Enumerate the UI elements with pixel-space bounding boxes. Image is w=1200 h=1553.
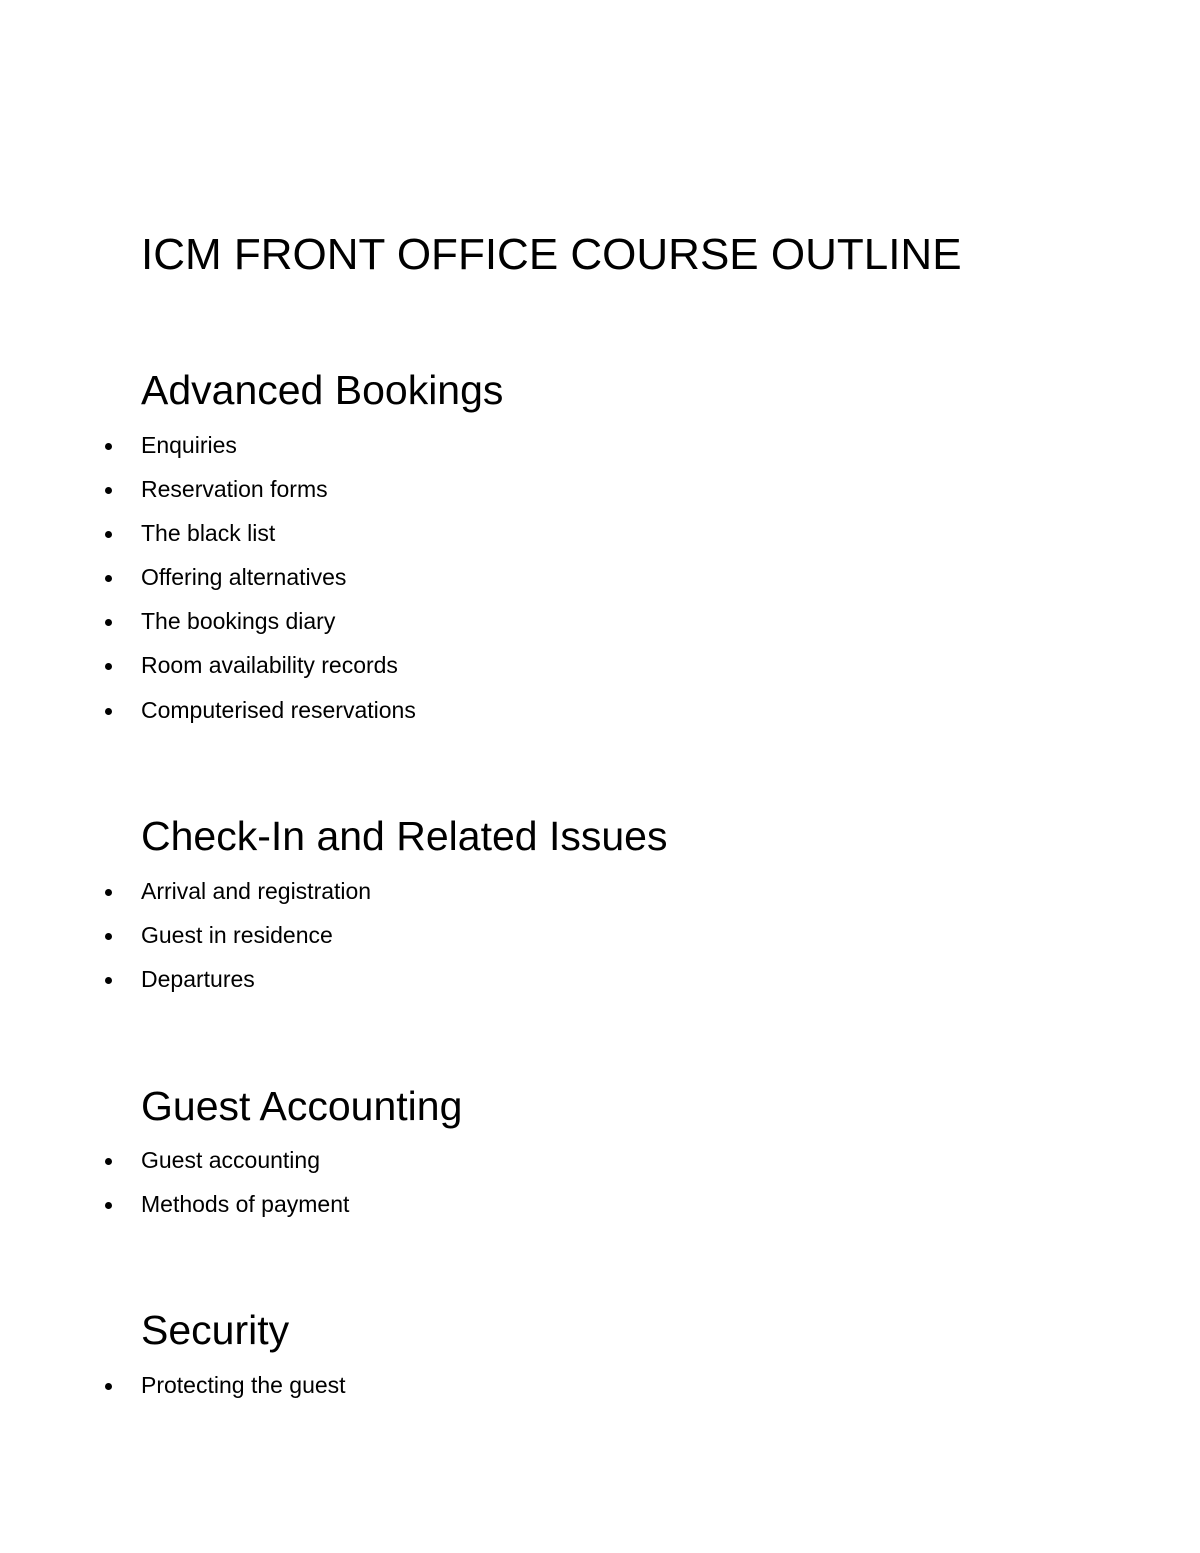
- list-item: The bookings diary: [141, 608, 336, 634]
- bullet-icon: [105, 708, 112, 715]
- section-heading: Advanced Bookings: [141, 367, 504, 413]
- bullet-icon: [105, 663, 112, 670]
- bullet-icon: [105, 933, 112, 940]
- list-item: Enquiries: [141, 432, 237, 458]
- list-item: Guest accounting: [141, 1147, 321, 1173]
- bullet-icon: [105, 889, 112, 896]
- document-title: ICM FRONT OFFICE COURSE OUTLINE: [141, 230, 962, 279]
- section-heading: Check-In and Related Issues: [141, 813, 668, 859]
- bullet-icon: [105, 619, 112, 626]
- bullet-icon: [105, 531, 112, 538]
- list-item: Arrival and registration: [141, 878, 372, 904]
- bullet-icon: [105, 977, 112, 984]
- list-item: Departures: [141, 966, 255, 992]
- list-item: Room availability records: [141, 652, 398, 678]
- section-heading: Guest Accounting: [141, 1083, 463, 1129]
- bullet-icon: [105, 487, 112, 494]
- bullet-icon: [105, 1202, 112, 1209]
- list-item: Methods of payment: [141, 1191, 350, 1217]
- bullet-icon: [105, 1383, 112, 1390]
- list-item: Guest in residence: [141, 922, 333, 948]
- bullet-icon: [105, 443, 112, 450]
- bullet-icon: [105, 575, 112, 582]
- list-item: Protecting the guest: [141, 1372, 346, 1398]
- list-item: Offering alternatives: [141, 564, 347, 590]
- section-heading: Security: [141, 1307, 290, 1353]
- bullet-icon: [105, 1158, 112, 1165]
- list-item: Computerised reservations: [141, 697, 416, 723]
- list-item: Reservation forms: [141, 476, 328, 502]
- list-item: The black list: [141, 520, 276, 546]
